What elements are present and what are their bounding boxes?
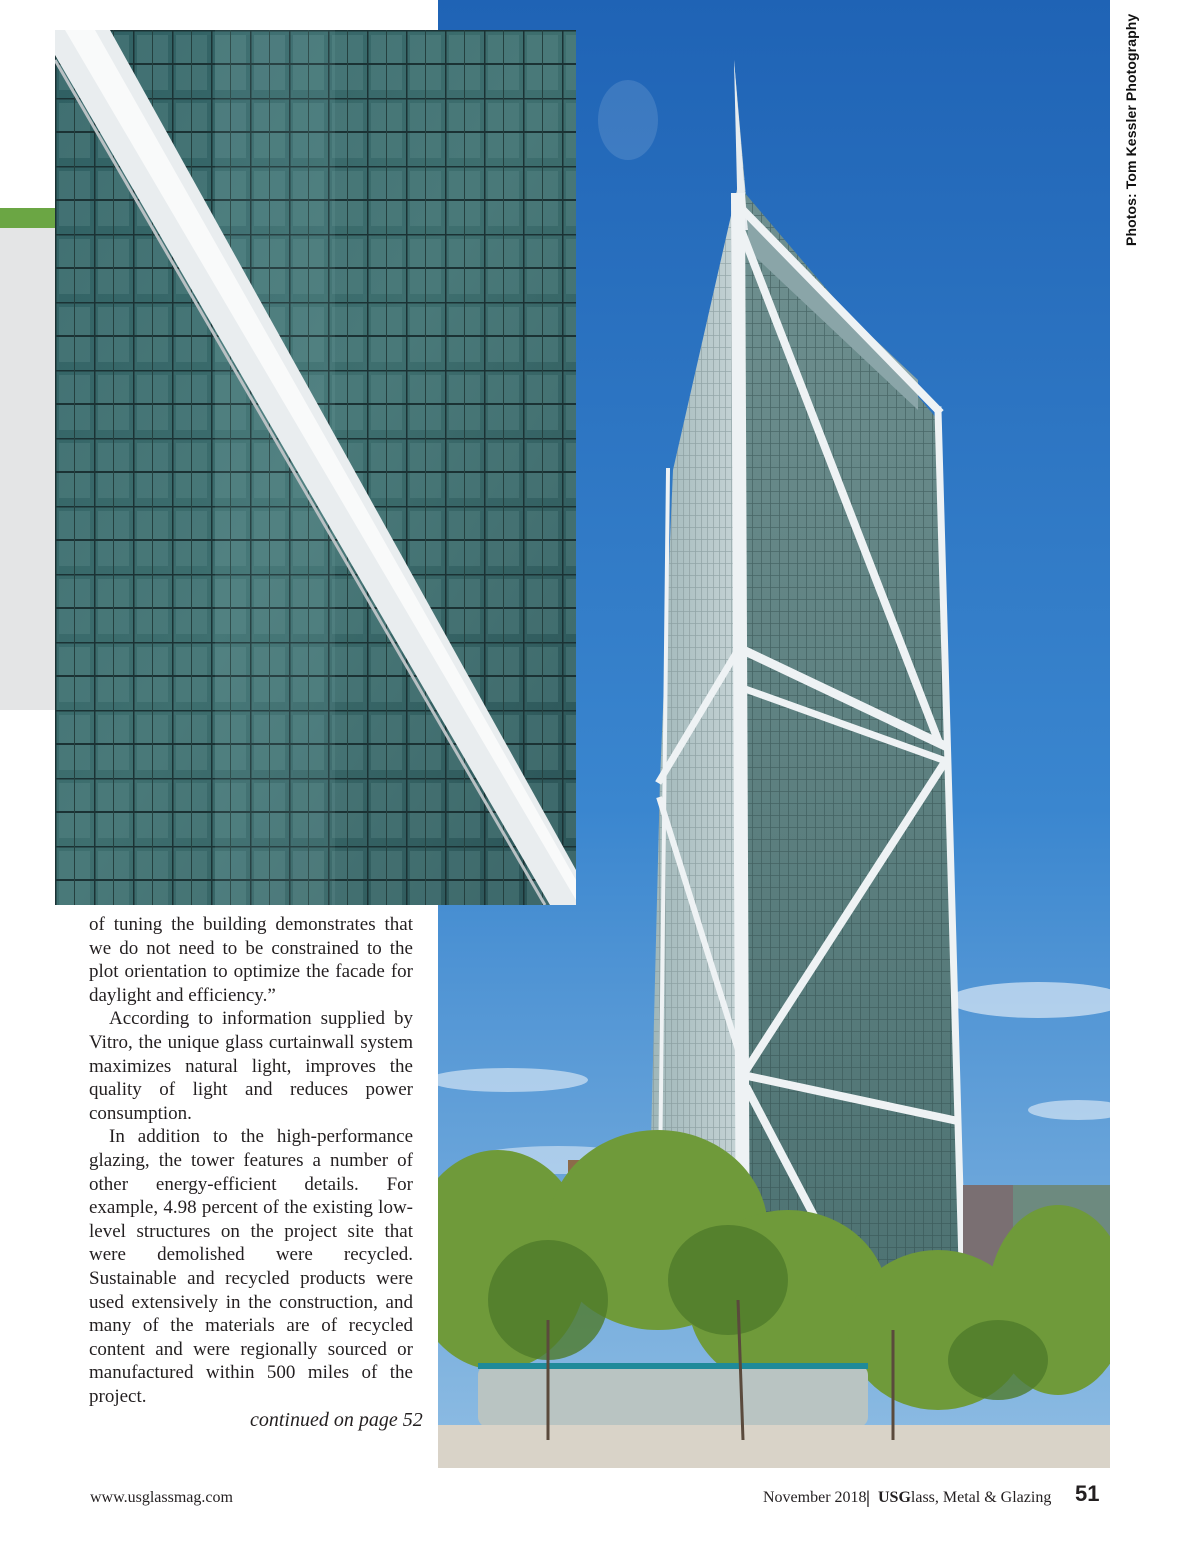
side-gray-band (0, 228, 60, 710)
paragraph: According to information supplied by Vitro, the unique glass curtainwall system maximizes natural light, improves the quality of light and reduces power consumption. (89, 1008, 413, 1124)
footer-publication (878, 1489, 1051, 1507)
page-number: 51 (1075, 1481, 1100, 1506)
continued-note: continued on page 52 (250, 1409, 423, 1431)
paragraph: of tuning the building demonstrates that we do not need to be constrained to the plot orientation to optimize the facade for daylight and efficiency.” (89, 914, 413, 1006)
section-green-marker (0, 208, 58, 228)
photo-credit: Photos: Tom Kessler Photography (1123, 13, 1139, 246)
publication-brand-bold: USG (878, 1489, 911, 1506)
footer-url: www.usglassmag.com (90, 1489, 233, 1506)
article-body (89, 913, 413, 1408)
facade-closeup-photo (55, 30, 576, 905)
footer-separator: | (866, 1487, 870, 1507)
footer-date: November 2018 (763, 1489, 867, 1506)
publication-brand-rest: lass, Metal & Glazing (910, 1489, 1052, 1506)
paragraph: In addition to the high-performance glazing, the tower features a number of other energy-efficient details. For example, 4.98 percent of the existing low-level structures on the project site that were demolished were recycled. Sustainable and recycled products were used extensively in the construction, and many of the materials are of recycled content and were regionally sourced or manufactured within 500 miles of the project. (89, 1126, 413, 1407)
